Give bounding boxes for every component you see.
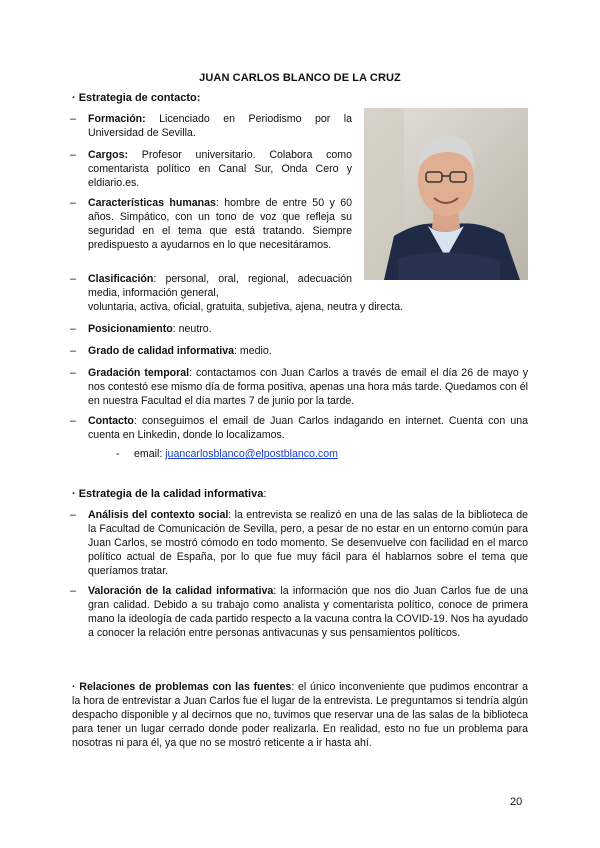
item-label: Formación: bbox=[88, 113, 146, 125]
section-text: : el único inconveniente que pudimos encontrar a la hora de entrevistar a Juan Carlos fue el lugar de la entrevista. Le preguntamos si tendría algún despacho disponible y al decirnos que no, tuvimos que reservar una de las salas de la biblioteca para tener un lugar cerrado donde poder realizarla. En realidad, esto no fue un problema para nosotras ni para él, ya que no se mostró reticente a ir hasta ahí. bbox=[72, 681, 529, 749]
section-heading-quality-strategy bbox=[72, 488, 266, 500]
item-label: Clasificación bbox=[88, 273, 154, 285]
item-gradacion-temporal bbox=[70, 366, 528, 408]
dash-marker: – bbox=[70, 113, 76, 125]
dash-marker: – bbox=[70, 323, 76, 335]
item-cargos bbox=[70, 148, 352, 190]
dash-marker: – bbox=[70, 273, 76, 285]
item-label: Grado de calidad informativa bbox=[88, 345, 234, 357]
portrait-illustration bbox=[364, 108, 528, 280]
item-analisis-contexto bbox=[70, 508, 528, 578]
section-heading-text: · Estrategia de la calidad informativa bbox=[72, 488, 264, 500]
dash-marker: – bbox=[70, 509, 76, 521]
item-text: : la información que nos dio Juan Carlos fue de una gran calidad. Debido a su trabajo como analista y comentarista político, conoce de primera mano la ideología de cada partido respecto a la vacuna contra la COVID-19. Nos ha ayudado a conocer la relación entre personas antivacunas y sus pensamientos políticos. bbox=[88, 585, 529, 639]
section-heading-contact-strategy: · Estrategia de contacto: bbox=[72, 92, 201, 104]
item-label: Gradación temporal bbox=[88, 367, 190, 379]
item-text: : conseguimos el email de Juan Carlos indagando en internet. Cuenta con una cuenta en Linkedin, donde lo localizamos. bbox=[88, 415, 528, 441]
item-text: : la entrevista se realizó en una de las salas de la biblioteca de la Facultad de Comunicación de Sevilla, pero, a pesar de no estar en un entorno común para Juan Carlos, se mostró cómodo en todo momento. Se desenvuelve con facilidad en el marco político actual de España, por lo que fue muy fácil para él hablarnos sobre el tema que queríamos tratar. bbox=[88, 509, 528, 577]
item-contacto bbox=[70, 414, 528, 442]
item-text: : personal, oral, regional, adecuación media, información general, bbox=[88, 273, 352, 299]
email-link[interactable]: juancarlosblanco@elpostblanco.com bbox=[165, 448, 338, 460]
item-label: Posicionamiento bbox=[88, 323, 173, 335]
dash-marker: – bbox=[70, 585, 76, 597]
item-clasificacion bbox=[70, 272, 352, 300]
item-grado-calidad bbox=[70, 344, 528, 358]
item-text: Licenciado en Periodismo por la Universidad de Sevilla. bbox=[88, 113, 352, 139]
section-label: · Relaciones de problemas con las fuentes bbox=[72, 681, 292, 693]
item-label: Análisis del contexto social bbox=[88, 509, 229, 521]
item-posicionamiento bbox=[70, 322, 528, 336]
item-text: Profesor universitario. Colabora como comentarista político en Canal Sur, Onda Cero y eldiario.es. bbox=[88, 149, 352, 189]
item-text: : medio. bbox=[234, 345, 272, 357]
item-text: : neutro. bbox=[172, 323, 212, 335]
item-text: : hombre de entre 50 y 60 años. Simpático, con un tono de voz que refleja su seguridad en el tema que está tratando. Siempre predispuesto a ayudarnos en lo que necesitáramos. bbox=[88, 197, 352, 251]
dash-marker: – bbox=[70, 197, 76, 209]
email-label: email: bbox=[134, 448, 166, 460]
portrait-photo bbox=[364, 108, 528, 280]
section-heading-colon: : bbox=[263, 488, 267, 500]
item-text: : contactamos con Juan Carlos a través de email el día 26 de mayo y nos contestó ese mismo día de forma positiva, apenas una hora más tarde. Quedamos con él en nuestra Facultad el día martes 7 de junio por la tarde. bbox=[88, 367, 528, 407]
item-label: Características humanas bbox=[88, 197, 216, 209]
dash-marker: – bbox=[70, 345, 76, 357]
section-problems-sources bbox=[72, 680, 528, 750]
item-valoracion-calidad bbox=[70, 584, 529, 640]
item-label: Contacto bbox=[88, 415, 134, 427]
item-clasificacion-continued: voluntaria, activa, oficial, gratuita, subjetiva, ajena, neutra y directa. bbox=[88, 301, 404, 313]
dash-marker: – bbox=[70, 415, 76, 427]
item-caracteristicas bbox=[70, 196, 352, 252]
page-number: 20 bbox=[510, 796, 523, 808]
item-formacion bbox=[70, 112, 352, 140]
sub-bullet: - bbox=[116, 448, 120, 460]
item-label: Valoración de la calidad informativa bbox=[88, 585, 274, 597]
dash-marker: – bbox=[70, 367, 76, 379]
dash-marker: – bbox=[70, 149, 76, 161]
page-title: JUAN CARLOS BLANCO DE LA CRUZ bbox=[199, 72, 401, 84]
item-label: Cargos: bbox=[88, 149, 129, 161]
email-row bbox=[116, 448, 338, 460]
